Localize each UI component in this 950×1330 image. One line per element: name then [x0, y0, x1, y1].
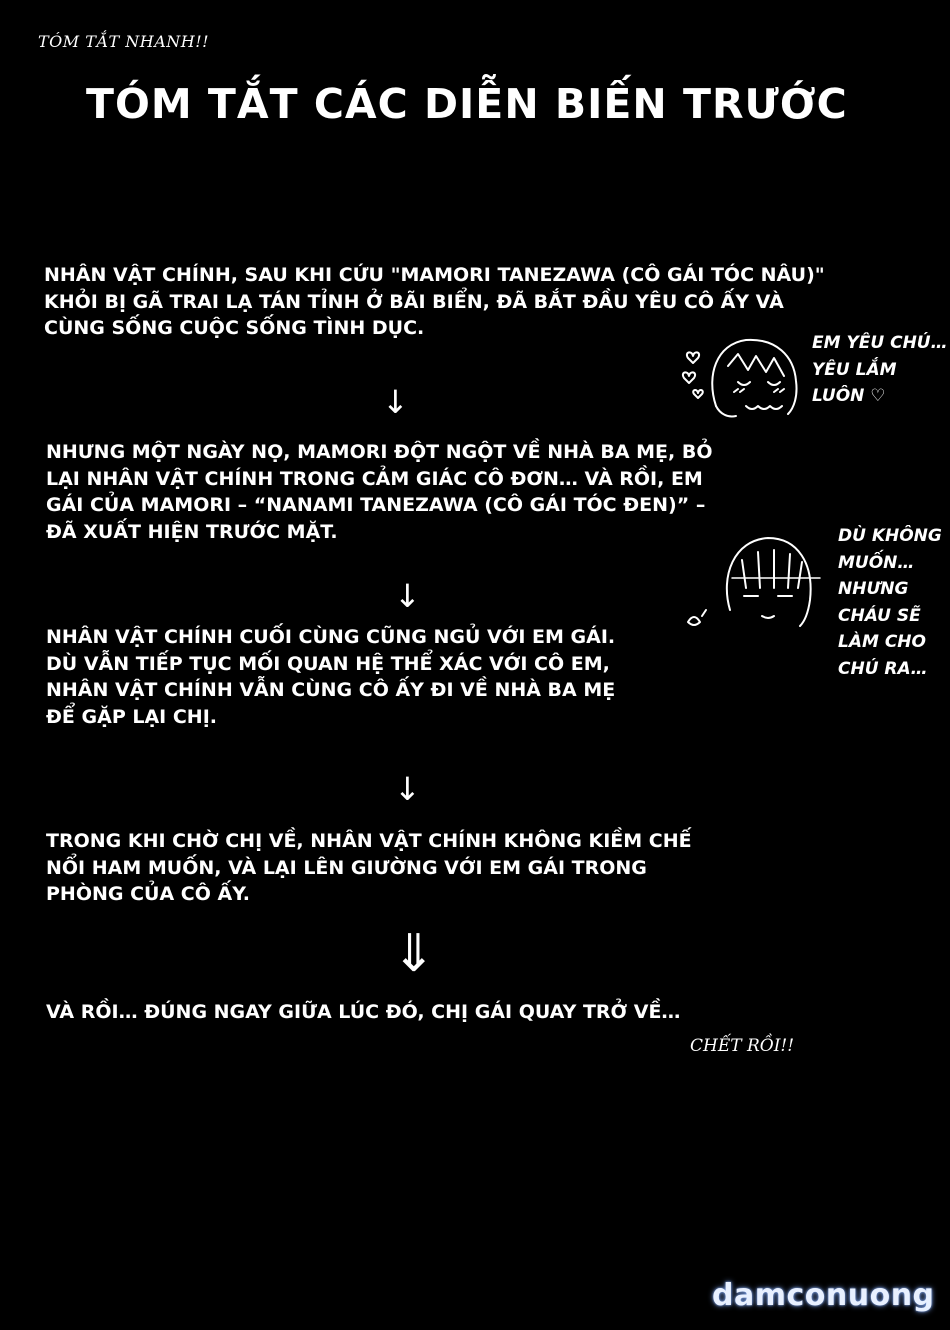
- down-arrow-icon: ↓: [394, 577, 421, 615]
- summary-paragraph-4: TRONG KHI CHỜ CHỊ VỀ, NHÂN VẬT CHÍNH KHÔNG KIỀM CHẾ NỔI HAM MUỐN, VÀ LẠI LÊN GIƯỜNG VỚI EM GÁI TRONG PHÒNG CỦA CÔ ẤY.: [46, 830, 692, 905]
- mamori-speech: EM YÊU CHÚ… YÊU LẮM LUÔN ♡: [812, 333, 948, 406]
- page-title: TÓM TẮT CÁC DIỄN BIẾN TRƯỚC: [86, 80, 848, 128]
- site-watermark: damconuong: [712, 1278, 935, 1313]
- mamori-doodle-icon: [676, 326, 810, 426]
- summary-paragraph-5: VÀ RỒI… ĐÚNG NGAY GIỮA LÚC ĐÓ, CHỊ GÁI QUAY TRỞ VỀ…: [46, 1001, 681, 1023]
- down-arrow-icon: ↓: [394, 770, 421, 808]
- nanami-doodle-icon: [680, 530, 830, 640]
- summary-paragraph-2: NHƯNG MỘT NGÀY NỌ, MAMORI ĐỘT NGỘT VỀ NHÀ BA MẸ, BỎ LẠI NHÂN VẬT CHÍNH TRONG CẢM GIÁC CÔ ĐƠN… VÀ RỒI, EM GÁI CỦA MAMORI – “NANAMI TANEZAWA (CÔ GÁI TÓC ĐEN)” – ĐÃ XUẤT HIỆN TRƯỚC MẶT.: [46, 441, 713, 543]
- exclamation-note: CHẾT RỒI!!: [690, 1036, 795, 1056]
- summary-paragraph-3: NHÂN VẬT CHÍNH CUỐI CÙNG CŨNG NGỦ VỚI EM GÁI. DÙ VẪN TIẾP TỤC MỐI QUAN HỆ THỂ XÁC VỚI CÔ EM, NHÂN VẬT CHÍNH VẪN CÙNG CÔ ẤY ĐI VỀ NHÀ BA MẸ ĐỂ GẶP LẠI CHỊ.: [46, 626, 616, 728]
- double-down-arrow-icon: ⇓: [392, 924, 436, 984]
- nanami-speech: DÙ KHÔNG MUỐN… NHƯNG CHÁU SẼ LÀM CHO CHÚ RA…: [838, 526, 942, 679]
- summary-paragraph-1: NHÂN VẬT CHÍNH, SAU KHI CỨU "MAMORI TANEZAWA (CÔ GÁI TÓC NÂU)" KHỎI BỊ GÃ TRAI LẠ TÁN TỈNH Ở BÃI BIỂN, ĐÃ BẮT ĐẦU YÊU CÔ ẤY VÀ CÙNG SỐNG CUỘC SỐNG TÌNH DỤC.: [44, 264, 825, 339]
- down-arrow-icon: ↓: [382, 383, 409, 421]
- quick-summary-tag: TÓM TẮT NHANH!!: [38, 32, 210, 51]
